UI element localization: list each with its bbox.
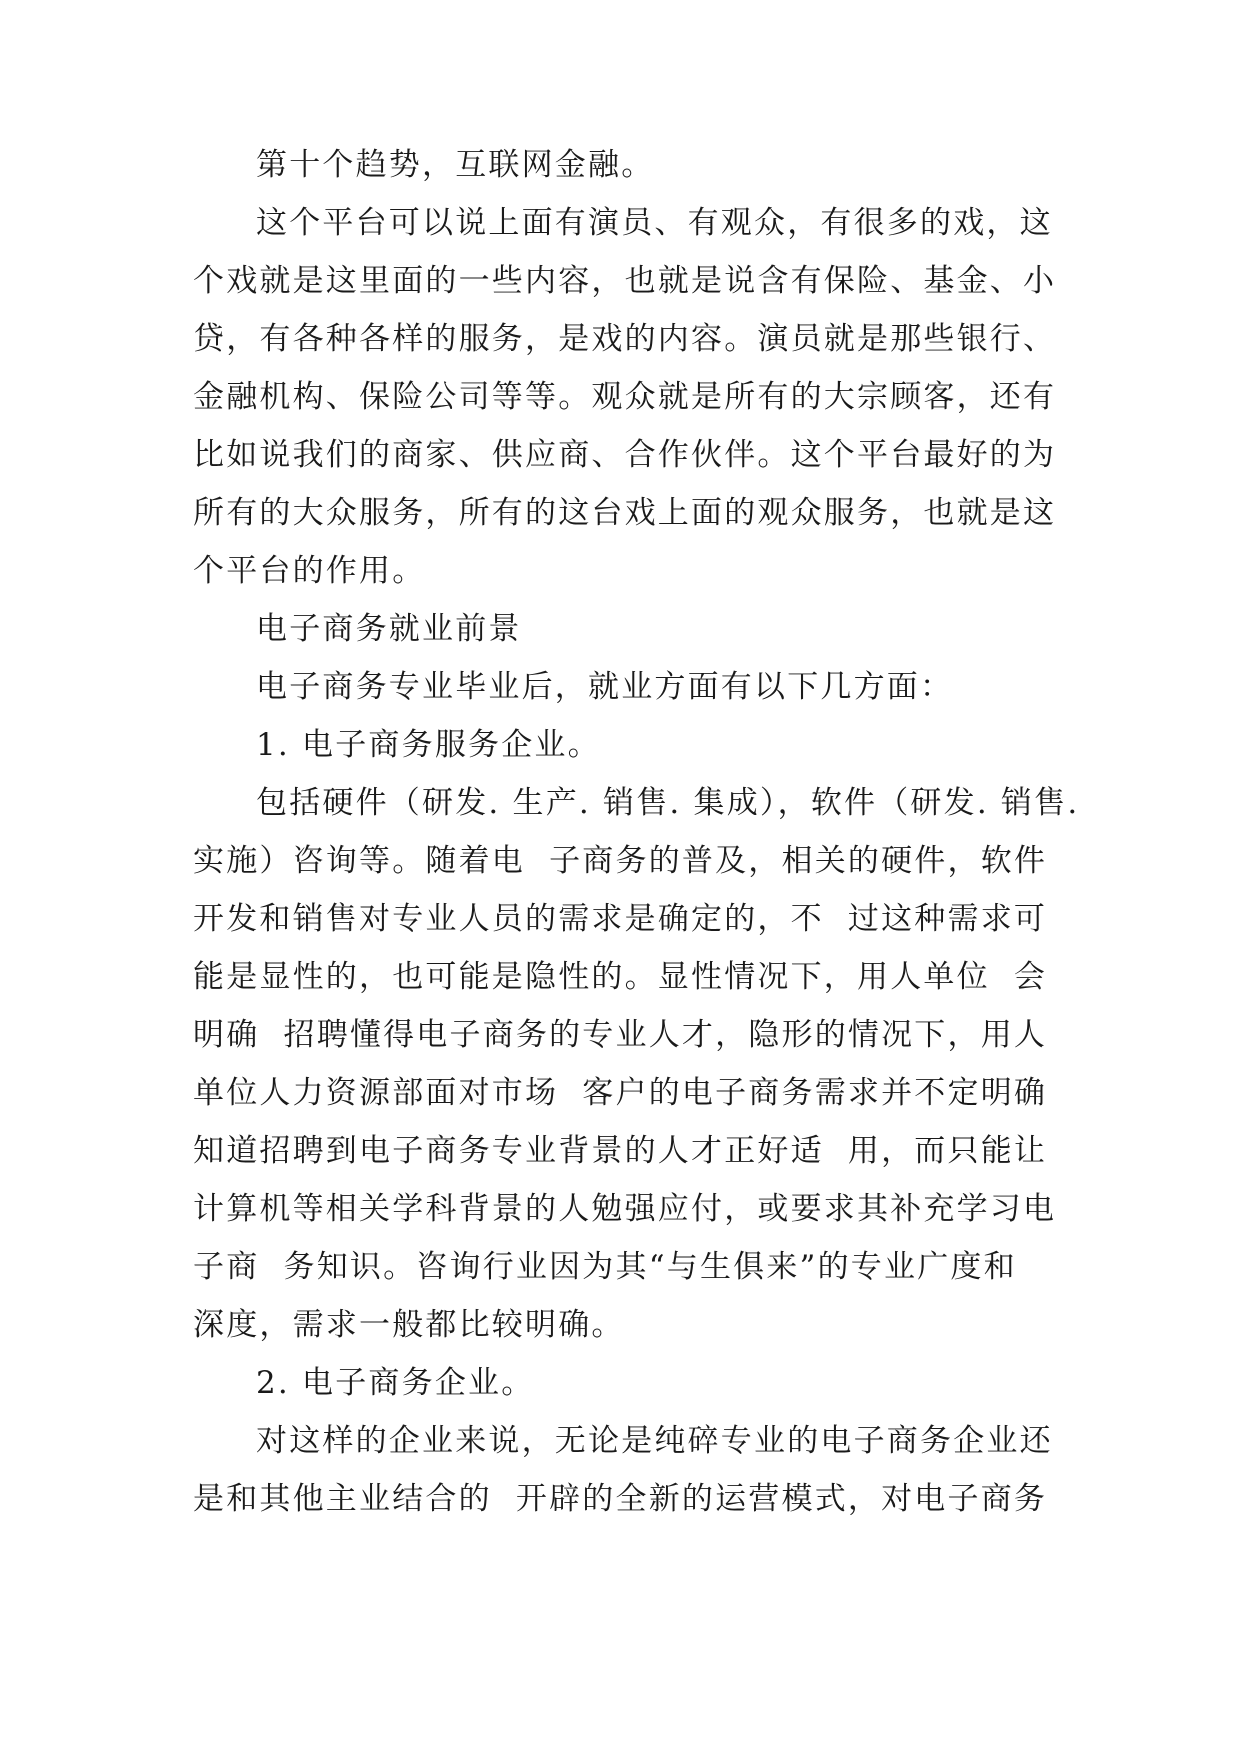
text-line: 这个平台可以说上面有演员、有观众，有很多的戏，这 xyxy=(256,205,1053,241)
text-line: 电子商务专业毕业后，就业方面有以下几方面： xyxy=(256,669,954,705)
text-line: 比如说我们的商家、供应商、合作伙伴。这个平台最好的为 xyxy=(193,437,1057,473)
text-line: 能是显性的，也可能是隐性的。显性情况下，用人单位 会 xyxy=(193,959,1048,995)
text-line: 子商 务知识。咨询行业因为其“与生俱来”的专业广度和 xyxy=(193,1249,1017,1285)
text-line: 计算机等相关学科背景的人勉强应付，或要求其补充学习电 xyxy=(193,1191,1057,1227)
text-line: 开发和销售对专业人员的需求是确定的，不 过这种需求可 xyxy=(193,901,1048,937)
section-heading: 电子商务就业前景 xyxy=(256,611,522,647)
text-line: 第十个趋势，互联网金融。 xyxy=(256,147,655,183)
text-line: 贷，有各种各样的服务，是戏的内容。演员就是那些银行、 xyxy=(193,321,1057,357)
text-line: 所有的大众服务，所有的这台戏上面的观众服务，也就是这 xyxy=(193,495,1057,531)
list-item-heading: 1. 电子商务服务企业。 xyxy=(256,727,601,763)
text-line: 包括硬件（研发. 生产. 销售. 集成），软件（研发. 销售. xyxy=(256,785,1080,821)
text-line: 知道招聘到电子商务专业背景的人才正好适 用，而只能让 xyxy=(193,1133,1048,1169)
text-line: 单位人力资源部面对市场 客户的电子商务需求并不定明确 xyxy=(193,1075,1048,1111)
text-line: 实施）咨询等。随着电 子商务的普及，相关的硬件，软件 xyxy=(193,843,1048,879)
text-line: 深度，需求一般都比较明确。 xyxy=(193,1307,625,1343)
text-line: 对这样的企业来说，无论是纯碎专业的电子商务企业还 xyxy=(256,1423,1053,1459)
text-line: 个平台的作用。 xyxy=(193,553,426,589)
text-line: 金融机构、保险公司等等。观众就是所有的大宗顾客，还有 xyxy=(193,379,1057,415)
text-line: 个戏就是这里面的一些内容，也就是说含有保险、基金、小 xyxy=(193,263,1057,299)
text-line: 明确 招聘懂得电子商务的专业人才，隐形的情况下，用人 xyxy=(193,1017,1048,1053)
list-item-heading: 2. 电子商务企业。 xyxy=(256,1365,535,1401)
text-line: 是和其他主业结合的 开辟的全新的运营模式，对电子商务 xyxy=(193,1481,1048,1517)
